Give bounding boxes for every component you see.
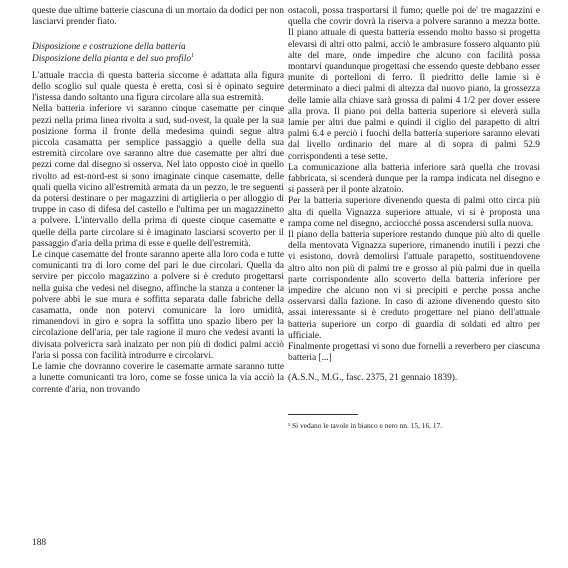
archival-source: (A.S.N., M.G., fasc. 2375, 21 gennaio 1839). [288, 372, 458, 383]
right-paragraph-3: Per la batteria superiore divenendo questa di palmi otto circa più alta di quella Vignazza superiore attuale, vi si è proposta una rampa come nel disegno, acciocché possa ascendersi sulla nuova. [288, 196, 540, 229]
right-paragraph-1: ostacoli, possa trasportarsi il fumo; quelle poi de' tre magazzini e quella che covrir dovrà la riserva a polvere saranno a mezza botte. Il piano attuale di questa batteria essendo molto basso si progetta elevarsi di altri otto palmi, acciò le ambrasure fossero alquanto più alte del mare, onde impedire che alcuno con facilità possa montarvi quandunque progettasi che essendo queste debbano esser munite di portelloni di ferro. Il piedritto delle lamie si è determinato a dieci palmi di altezza dal nuovo piano, la grossezza delle lamie alla chiave sarà grossa di palmi 4 1/2 per dover essere alla prova. Il piano poi della batteria superiore si eleverà sulla lamie per altri due palmi e quindi il ciglio del parapetto di altri palmi 6.4 e perciò i fuochi della batteria superiore saranno elevati dal livello ordinario del mare al di sopra di palmi 52.9 corrispondenti a tese sette. [288, 6, 540, 162]
page-number: 188 [32, 538, 47, 548]
left-paragraph-1: L'attuale traccia di questa batteria siccome è adattata alla figura dello scoglio sul quale questa è eretta, così si è opinato seguire l'istessa dando soltanto una figura circolare alla sua estremità. [32, 70, 284, 104]
section-heading-line2-text: Disposizione della pianta e del suo profilo [32, 53, 192, 64]
right-paragraph-5: Finalmente progettasi vi sono due fornelli a reverbero per ciascuna batteria [...] [288, 342, 540, 364]
left-paragraph-2: Nella batteria inferiore vi saranno cinque casematte per cinque pezzi nella prima linea rivolta a sud, sud-ovest, la quale per la sua posizione forma il fronte della medesima quindi segue altra piccola casamatta per semplice passaggio a quelle della sua estremità circolare ove saranno altre due casematte per altri due pezzi come dal disegno si osserva. Nel lato opposto cioè in quello rivolto ad est-nord-est si sono imaginate cinque casematte, delle quali quella vicino all'estremità armata da un pezzo, le tre seguenti da potersi destinare o per magazzini di artiglieria o per alloggio di truppe in caso di difesa del castello e l'ultima per un magazzinetto a polvere. L'intervallo della prima di queste cinque casematte e quelle della parte circolare si è imaginato lasciarsi scoverto per il passaggio d'aria della prima di esse e quelle dell'estremità. [32, 104, 284, 249]
right-column [288, 6, 540, 430]
footnote-divider [288, 414, 358, 415]
left-paragraph-4: Le lamie che dovranno coverire le casematte armate saranno tutte a lunette comunicanti tra loro, come se fosse unica la via acciò la corrente d'aria, non trovando [32, 362, 284, 395]
left-paragraph-3: Le cinque casematte del fronte saranno aperte alla loro coda e tutte comunicanti tra di loro come del pari le due circolari. Quella da servire per piccolo magazzino a polvere si è creduto progettarsi nella guisa che vedesi nel disegno, affinche la stanza a contener la polvere abbi le sue mura e soffitta separata dalle fabriche della casamatta, onde non potervi comunicare la loro umidità, rimanendovi in giro e sopra la soffitta uno spazio libero per la circolazione dell'aria, per tale ragione il muro che vedesi avanti la divisata polveriста sarà inalzato per non più di dodici palmi acciò l'aria si possa con facilità introdurre e circolarvi. [32, 250, 284, 361]
footnote: ¹ Si vedano le tavole in bianco e nero nn. 15, 16, 17. [288, 420, 443, 430]
intro-paragraph: queste due ultime batterie ciascuna di un mortaio da dodici per non lasciarvi prender fiato. [32, 6, 284, 28]
left-column [32, 6, 284, 396]
section-heading-line2 [32, 54, 284, 65]
section-heading [32, 42, 284, 64]
right-paragraph-2: La comunicazione alla batteria inferiore sarà quella che trovasi fabbricata, si scenderà dunque per la rampa indicata nel disegno e si passerà per il ponte alzatoio. [288, 162, 540, 196]
footnote-marker: 1 [191, 52, 195, 59]
section-heading-line1: Disposizione e costruzione della batteria [32, 42, 186, 53]
right-paragraph-4: Il piano della batteria superiore restando dunque più alto di quelle della mentovata Vignazza superiore, rimanendo inutili i pezzi che vi esistono, dovrà demolirsi l'attuale parapetto, sostituendovene altro alto non più di palmi tre e grosso al più palmi due in quella parte corrispondente allo scoverto della batteria inferiore per impedire che alcuno non vi si precipiti e perche possa anche osservarsi dalla fazione. In caso di azione divenendo questo sito assai interessante si è creduto progettare nel piano dell'attuale batteria superiore un corpo di guardia di soldati ed altro per ufficiale. [288, 230, 540, 341]
